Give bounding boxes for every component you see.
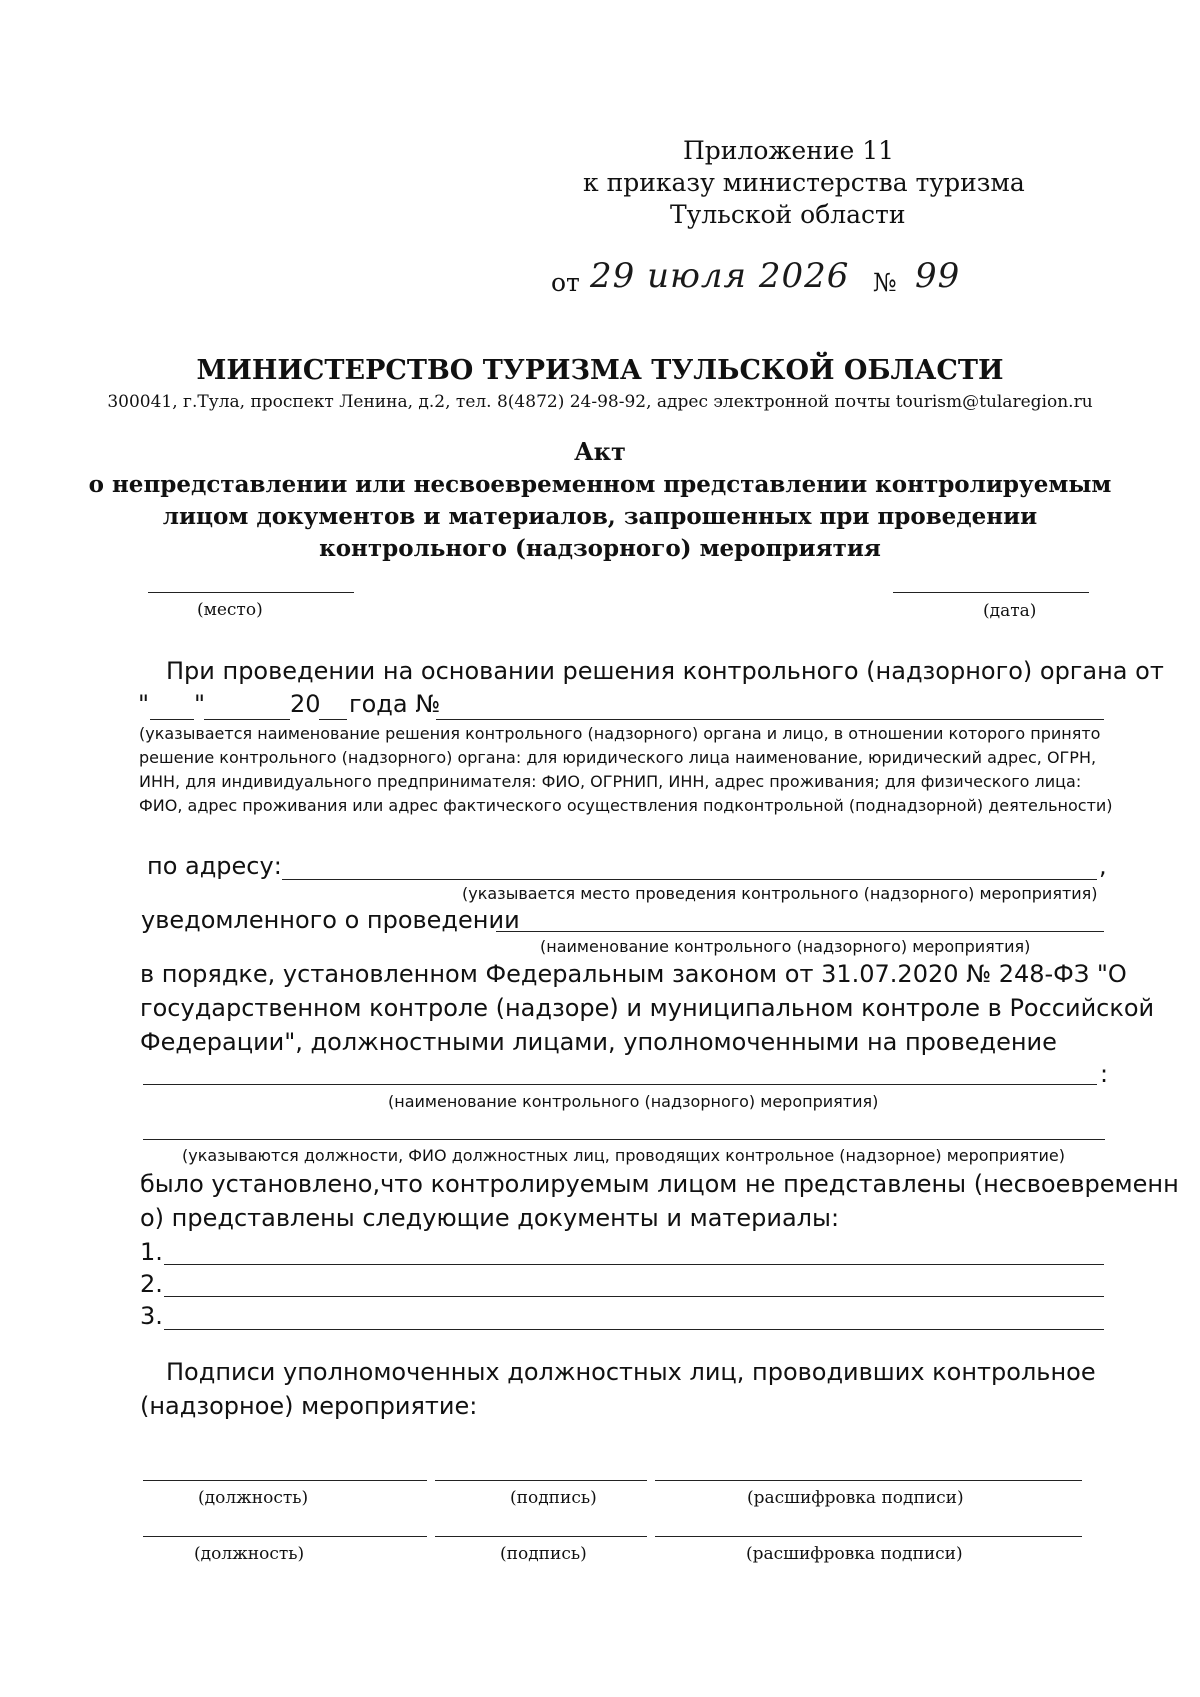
- item-3-field[interactable]: [164, 1329, 1104, 1330]
- para1-line1: При проведении на основании решения контрольного (надзорного) органа от: [166, 657, 1164, 685]
- appendix-line-1: Приложение 11: [683, 136, 895, 165]
- finding-line-1: было установлено,что контролируемым лицом не представлены (несвоевременн: [140, 1170, 1179, 1198]
- quote-open: ": [138, 690, 150, 718]
- address-caption: (указывается место проведения контрольного (надзорного) мероприятия): [462, 884, 1098, 903]
- act-subtitle-2: лицом документов и материалов, запрошенных при проведении: [162, 503, 1038, 530]
- item-2-label: 2.: [140, 1270, 163, 1298]
- year-prefix: 20: [290, 690, 321, 718]
- event-name-field[interactable]: [143, 1084, 1097, 1085]
- appendix-line-2: к приказу министерства туризма: [583, 168, 1025, 197]
- para1-note-1: (указывается наименование решения контрольного (надзорного) органа и лицо, в отношении которого принято: [139, 724, 1101, 743]
- decision-number-field[interactable]: [436, 719, 1104, 720]
- date-field[interactable]: [893, 592, 1089, 593]
- ministry-name: МИНИСТЕРСТВО ТУРИЗМА ТУЛЬСКОЙ ОБЛАСТИ: [196, 355, 1004, 386]
- appendix-line-3: Тульской области: [670, 200, 906, 229]
- law-line-2: государственном контроле (надзоре) и муниципальном контроле в Российской: [140, 994, 1155, 1022]
- para1-note-2: решение контрольного (надзорного) органа: для юридического лица наименование, юридический адрес, ОГРН,: [139, 748, 1097, 767]
- from-label: от: [551, 268, 580, 297]
- act-subtitle-3: контрольного (надзорного) мероприятия: [319, 535, 881, 562]
- signatures-intro-1: Подписи уполномоченных должностных лиц, проводивших контрольное: [166, 1358, 1096, 1386]
- finding-line-2: о) представлены следующие документы и материалы:: [140, 1204, 840, 1232]
- day-field[interactable]: [150, 719, 194, 720]
- address-label: по адресу:: [147, 852, 282, 880]
- item-1-label: 1.: [140, 1238, 163, 1266]
- law-line-3: Федерации", должностными лицами, уполномоченными на проведение: [140, 1028, 1057, 1056]
- handwritten-date: 29 июля 2026: [590, 256, 850, 296]
- number-label: №: [873, 268, 897, 297]
- event-name-caption: (наименование контрольного (надзорного) мероприятия): [388, 1092, 879, 1111]
- notified-field[interactable]: [496, 931, 1104, 932]
- position-field-1[interactable]: [143, 1480, 427, 1481]
- address-field[interactable]: [282, 879, 1097, 880]
- quote-close: ": [194, 690, 206, 718]
- item-3-label: 3.: [140, 1302, 163, 1330]
- signatures-intro-2: (надзорное) мероприятие:: [140, 1392, 478, 1420]
- signature-field-2[interactable]: [435, 1536, 647, 1537]
- law-colon: :: [1100, 1060, 1109, 1088]
- para1-note-3: ИНН, для индивидуального предпринимателя: ФИО, ОГРНИП, ИНН, адрес проживания; для физического лица:: [139, 772, 1082, 791]
- item-1-field[interactable]: [164, 1264, 1104, 1265]
- year-field[interactable]: [319, 719, 347, 720]
- para1-note-4: ФИО, адрес проживания или адрес фактического осуществления подконтрольной (поднадзорной) деятельности): [139, 796, 1113, 815]
- signature-caption-2: (подпись): [500, 1544, 587, 1564]
- date-caption: (дата): [983, 601, 1037, 621]
- item-2-field[interactable]: [164, 1296, 1104, 1297]
- place-caption: (место): [197, 600, 263, 620]
- decoding-caption-2: (расшифровка подписи): [746, 1544, 963, 1564]
- year-suffix: года №: [349, 690, 441, 718]
- officials-field[interactable]: [143, 1139, 1105, 1140]
- signature-caption-1: (подпись): [510, 1488, 597, 1508]
- law-line-1: в порядке, установленном Федеральным законом от 31.07.2020 № 248-ФЗ "О: [140, 960, 1127, 988]
- ministry-address: 300041, г.Тула, проспект Ленина, д.2, тел. 8(4872) 24-98-92, адрес электронной почты tourism@tularegion.ru: [107, 392, 1093, 412]
- month-field[interactable]: [204, 719, 290, 720]
- handwritten-number: 99: [915, 256, 961, 296]
- decoding-caption-1: (расшифровка подписи): [747, 1488, 964, 1508]
- place-field[interactable]: [148, 592, 354, 593]
- position-caption-2: (должность): [194, 1544, 305, 1564]
- notified-label: уведомленного о проведении: [141, 906, 520, 934]
- position-field-2[interactable]: [143, 1536, 427, 1537]
- signature-field-1[interactable]: [435, 1480, 647, 1481]
- address-comma: ,: [1099, 852, 1107, 880]
- decoding-field-1[interactable]: [655, 1480, 1082, 1481]
- act-title: Акт: [574, 437, 626, 466]
- decoding-field-2[interactable]: [655, 1536, 1082, 1537]
- notified-caption: (наименование контрольного (надзорного) мероприятия): [540, 937, 1031, 956]
- officials-caption: (указываются должности, ФИО должностных лиц, проводящих контрольное (надзорное) мероприятие): [182, 1146, 1065, 1165]
- act-subtitle-1: о непредставлении или несвоевременном представлении контролируемым: [88, 471, 1112, 498]
- position-caption-1: (должность): [198, 1488, 309, 1508]
